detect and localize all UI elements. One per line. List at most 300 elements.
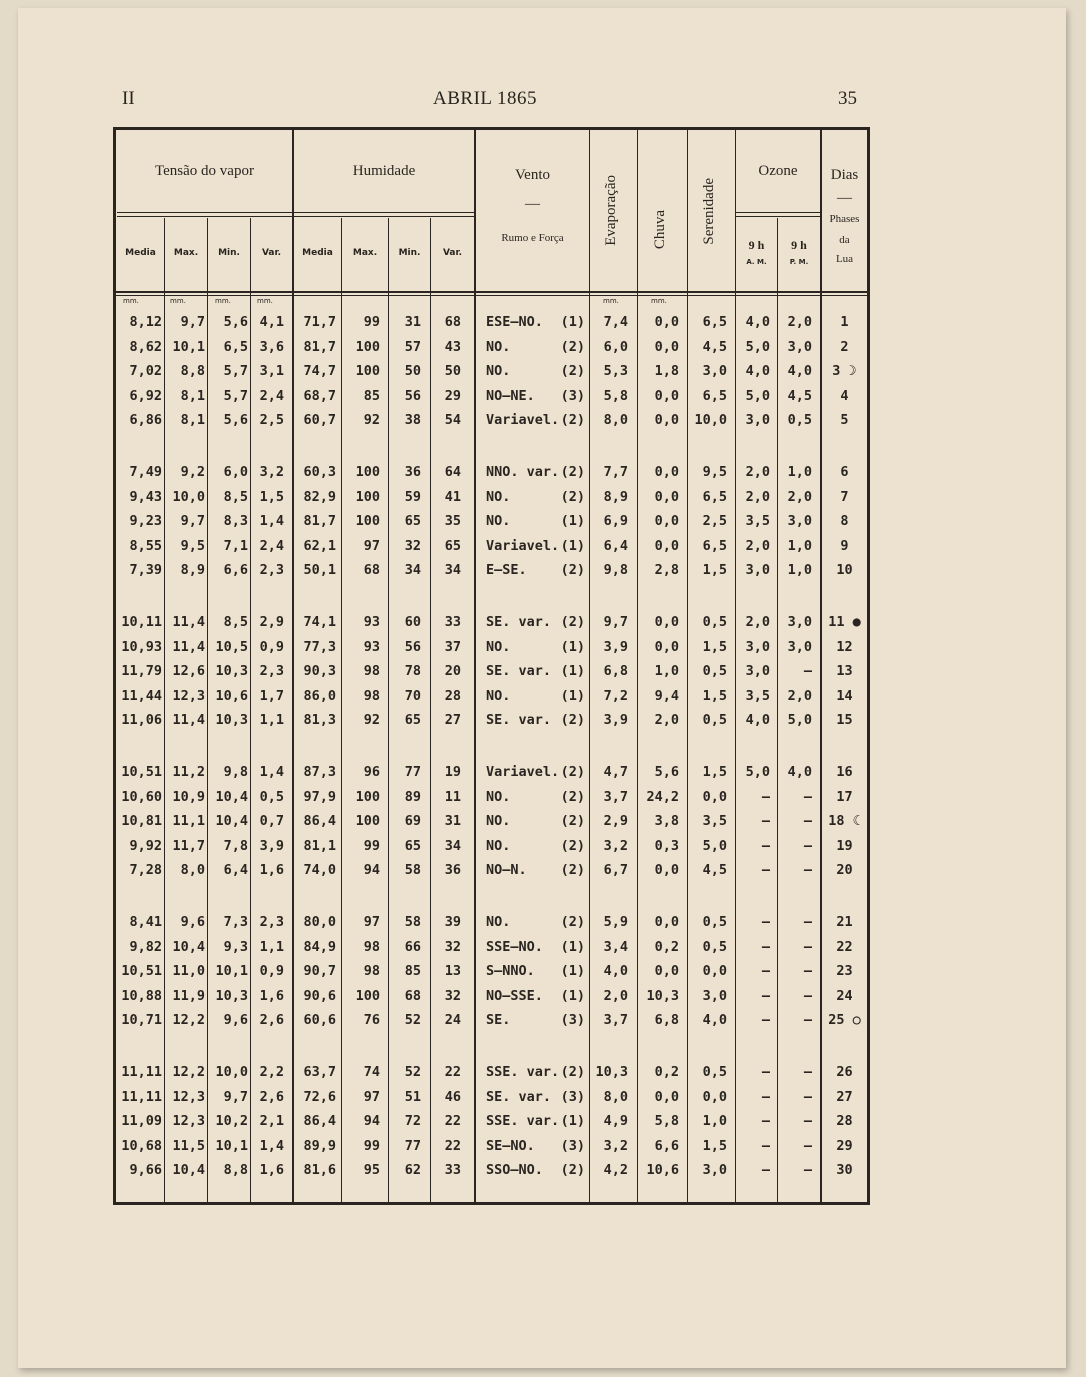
cell-vento-rumo: Variavel. bbox=[486, 537, 560, 554]
cell-vento-forca: (2) bbox=[560, 338, 585, 355]
cell-humidade-media: 84,9 bbox=[303, 938, 336, 955]
cell-humidade-max: 98 bbox=[363, 963, 380, 980]
cell-vento-rumo: NO. bbox=[486, 638, 511, 655]
cell-tensao-max: 10,1 bbox=[172, 338, 205, 355]
cell-tensao-min: 8,5 bbox=[223, 488, 248, 505]
cell-ozone-pm: — bbox=[803, 1137, 812, 1154]
cell-evaporacao: 3,9 bbox=[603, 638, 628, 655]
cell-chuva: 0,0 bbox=[654, 862, 679, 879]
cell-serenidade: 0,0 bbox=[702, 788, 727, 805]
cell-vento-forca: (1) bbox=[560, 987, 585, 1004]
cell-chuva: 0,3 bbox=[654, 837, 679, 854]
header-vento-dash: — bbox=[525, 196, 540, 212]
cell-tensao-max: 12,3 bbox=[172, 687, 205, 704]
cell-vento-forca: (1) bbox=[560, 663, 585, 680]
cell-tensao-var: 2,3 bbox=[259, 562, 284, 579]
cell-vento-forca: (1) bbox=[560, 537, 585, 554]
cell-ozone-pm: — bbox=[803, 914, 812, 930]
header-tensao: Tensão do vapor bbox=[155, 163, 254, 179]
cell-humidade-media: 74,0 bbox=[303, 862, 336, 879]
cell-tensao-max: 12,3 bbox=[172, 1113, 205, 1130]
cell-dia: 23 bbox=[836, 963, 853, 980]
cell-tensao-max: 9,5 bbox=[180, 537, 205, 554]
cell-tensao-min: 5,7 bbox=[223, 363, 248, 380]
cell-chuva: 0,0 bbox=[654, 914, 679, 930]
cell-evaporacao: 5,9 bbox=[603, 914, 628, 930]
cell-vento-rumo: NO. bbox=[486, 363, 511, 380]
cell-humidade-var: 64 bbox=[444, 464, 461, 480]
cell-vento-forca: (2) bbox=[560, 837, 585, 854]
cell-humidade-media: 60,6 bbox=[303, 1012, 336, 1029]
cell-serenidade: 6,5 bbox=[702, 537, 727, 554]
cell-humidade-media: 86,4 bbox=[303, 813, 336, 830]
cell-ozone-pm: — bbox=[803, 1064, 812, 1080]
cell-humidade-var: 31 bbox=[444, 813, 461, 830]
cell-chuva: 0,0 bbox=[654, 614, 679, 630]
cell-vento-rumo: NO. bbox=[486, 513, 511, 530]
cell-vento-forca: (2) bbox=[560, 1162, 585, 1179]
cell-tensao-max: 9,7 bbox=[180, 513, 205, 530]
unit-max: mm. bbox=[170, 297, 186, 305]
cell-tensao-var: 2,3 bbox=[259, 914, 284, 930]
cell-tensao-var: 2,3 bbox=[259, 663, 284, 680]
cell-ozone-am: — bbox=[761, 1137, 770, 1154]
cell-ozone-am: 2,0 bbox=[745, 464, 770, 480]
cell-evaporacao: 3,9 bbox=[603, 712, 628, 729]
cell-humidade-media: 89,9 bbox=[303, 1137, 336, 1154]
cell-ozone-pm: 4,5 bbox=[787, 387, 812, 404]
cell-vento-rumo: NO–N. bbox=[486, 862, 527, 879]
cell-chuva: 6,6 bbox=[654, 1137, 679, 1154]
cell-serenidade: 0,5 bbox=[702, 712, 727, 729]
cell-dia: 25 ○ bbox=[828, 1012, 861, 1029]
header-tensao-media: Media bbox=[125, 248, 156, 258]
cell-tensao-min: 6,6 bbox=[223, 562, 248, 579]
group-rule-ozone-2 bbox=[736, 216, 820, 217]
header-phases-da: da bbox=[839, 234, 850, 246]
cell-humidade-max: 100 bbox=[355, 813, 380, 830]
cell-dia: 21 bbox=[836, 914, 853, 930]
cell-humidade-max: 96 bbox=[363, 764, 380, 780]
cell-tensao-media: 9,23 bbox=[129, 513, 162, 530]
cell-serenidade: 0,5 bbox=[702, 914, 727, 930]
unit-evaporacao: mm. bbox=[603, 297, 619, 305]
cell-vento-forca: (2) bbox=[560, 562, 585, 579]
cell-evaporacao: 4,7 bbox=[603, 764, 628, 780]
cell-humidade-media: 87,3 bbox=[303, 764, 336, 780]
cell-humidade-max: 74 bbox=[363, 1064, 380, 1080]
cell-tensao-min: 5,6 bbox=[223, 314, 248, 330]
cell-humidade-min: 89 bbox=[404, 788, 421, 805]
cell-chuva: 6,8 bbox=[654, 1012, 679, 1029]
cell-humidade-min: 38 bbox=[404, 412, 421, 429]
cell-vento-forca: (1) bbox=[560, 513, 585, 530]
cell-vento-rumo: SE. var. bbox=[486, 1088, 552, 1105]
cell-tensao-media: 10,93 bbox=[121, 638, 162, 655]
cell-ozone-pm: 1,0 bbox=[787, 537, 812, 554]
cell-tensao-var: 1,6 bbox=[259, 987, 284, 1004]
cell-humidade-var: 32 bbox=[444, 938, 461, 955]
table-row bbox=[0, 460, 1086, 485]
cell-humidade-max: 98 bbox=[363, 938, 380, 955]
cell-tensao-media: 8,62 bbox=[129, 338, 162, 355]
table-row bbox=[0, 509, 1086, 534]
cell-vento-forca: (2) bbox=[560, 764, 585, 780]
cell-humidade-var: 36 bbox=[444, 862, 461, 879]
cell-serenidade: 6,5 bbox=[702, 488, 727, 505]
cell-tensao-min: 9,3 bbox=[223, 938, 248, 955]
cell-humidade-min: 72 bbox=[404, 1113, 421, 1130]
cell-dia: 2 bbox=[840, 338, 849, 355]
cell-tensao-var: 0,5 bbox=[259, 788, 284, 805]
cell-humidade-max: 100 bbox=[355, 338, 380, 355]
cell-humidade-media: 90,3 bbox=[303, 663, 336, 680]
cell-serenidade: 1,5 bbox=[702, 764, 727, 780]
cell-evaporacao: 6,8 bbox=[603, 663, 628, 680]
cell-dia: 15 bbox=[836, 712, 853, 729]
cell-tensao-max: 10,0 bbox=[172, 488, 205, 505]
cell-humidade-var: 33 bbox=[444, 1162, 461, 1179]
cell-vento-rumo: SSE. var. bbox=[486, 1064, 560, 1080]
cell-vento-forca: (2) bbox=[560, 788, 585, 805]
cell-ozone-am: 4,0 bbox=[745, 363, 770, 380]
cell-ozone-pm: 3,0 bbox=[787, 513, 812, 530]
cell-serenidade: 1,5 bbox=[702, 1137, 727, 1154]
cell-tensao-var: 1,1 bbox=[259, 938, 284, 955]
cell-humidade-media: 72,6 bbox=[303, 1088, 336, 1105]
cell-tensao-media: 9,43 bbox=[129, 488, 162, 505]
cell-ozone-pm: — bbox=[803, 987, 812, 1004]
cell-evaporacao: 4,2 bbox=[603, 1162, 628, 1179]
cell-dia: 10 bbox=[836, 562, 853, 579]
cell-ozone-pm: 2,0 bbox=[787, 488, 812, 505]
cell-dia: 19 bbox=[836, 837, 853, 854]
cell-ozone-am: 3,0 bbox=[745, 663, 770, 680]
cell-chuva: 5,8 bbox=[654, 1113, 679, 1130]
cell-evaporacao: 4,9 bbox=[603, 1113, 628, 1130]
cell-dia: 16 bbox=[836, 764, 853, 780]
cell-chuva: 0,0 bbox=[654, 488, 679, 505]
cell-humidade-min: 59 bbox=[404, 488, 421, 505]
cell-humidade-max: 100 bbox=[355, 488, 380, 505]
cell-dia: 7 bbox=[840, 488, 849, 505]
cell-tensao-max: 12,3 bbox=[172, 1088, 205, 1105]
cell-humidade-min: 31 bbox=[404, 314, 421, 330]
table-row bbox=[0, 809, 1086, 834]
cell-ozone-pm: 5,0 bbox=[787, 712, 812, 729]
header-ozone-pm: P. M. bbox=[789, 258, 809, 266]
cell-vento-forca: (2) bbox=[560, 488, 585, 505]
cell-ozone-am: — bbox=[761, 862, 770, 879]
cell-humidade-min: 65 bbox=[404, 513, 421, 530]
cell-tensao-var: 2,2 bbox=[259, 1064, 284, 1080]
cell-dia: 4 bbox=[840, 387, 849, 404]
table-row bbox=[0, 935, 1086, 960]
cell-ozone-pm: — bbox=[803, 1162, 812, 1179]
cell-evaporacao: 7,7 bbox=[603, 464, 628, 480]
cell-vento-forca: (1) bbox=[560, 638, 585, 655]
cell-humidade-media: 81,6 bbox=[303, 1162, 336, 1179]
cell-humidade-media: 90,7 bbox=[303, 963, 336, 980]
cell-dia: 27 bbox=[836, 1088, 853, 1105]
cell-tensao-var: 1,1 bbox=[259, 712, 284, 729]
cell-vento-rumo: Variavel. bbox=[486, 412, 560, 429]
cell-tensao-min: 8,8 bbox=[223, 1162, 248, 1179]
cell-tensao-media: 8,55 bbox=[129, 537, 162, 554]
cell-tensao-media: 10,11 bbox=[121, 614, 162, 630]
cell-tensao-max: 8,8 bbox=[180, 363, 205, 380]
cell-tensao-max: 8,1 bbox=[180, 412, 205, 429]
cell-dia: 12 bbox=[836, 638, 853, 655]
cell-tensao-max: 9,7 bbox=[180, 314, 205, 330]
cell-ozone-pm: 3,0 bbox=[787, 338, 812, 355]
cell-dia: 26 bbox=[836, 1064, 853, 1080]
cell-vento-rumo: SSE–NO. bbox=[486, 938, 543, 955]
cell-humidade-min: 36 bbox=[404, 464, 421, 480]
cell-vento-rumo: NO. bbox=[486, 788, 511, 805]
cell-vento-rumo: ESE–NO. bbox=[486, 314, 543, 330]
cell-vento-rumo: NO. bbox=[486, 687, 511, 704]
group-rule-tensao bbox=[117, 212, 292, 213]
table-row bbox=[0, 1109, 1086, 1134]
cell-ozone-pm: 1,0 bbox=[787, 464, 812, 480]
cell-humidade-min: 62 bbox=[404, 1162, 421, 1179]
cell-ozone-am: — bbox=[761, 788, 770, 805]
cell-ozone-am: — bbox=[761, 837, 770, 854]
cell-ozone-am: 4,0 bbox=[745, 314, 770, 330]
cell-vento-forca: (1) bbox=[560, 687, 585, 704]
cell-tensao-min: 6,4 bbox=[223, 862, 248, 879]
cell-humidade-var: 34 bbox=[444, 562, 461, 579]
cell-chuva: 0,0 bbox=[654, 513, 679, 530]
table-row bbox=[0, 959, 1086, 984]
cell-ozone-am: — bbox=[761, 987, 770, 1004]
cell-tensao-var: 1,5 bbox=[259, 488, 284, 505]
cell-humidade-media: 86,0 bbox=[303, 687, 336, 704]
table-row bbox=[0, 910, 1086, 935]
cell-tensao-media: 7,39 bbox=[129, 562, 162, 579]
cell-vento-forca: (1) bbox=[560, 938, 585, 955]
table-row bbox=[0, 858, 1086, 883]
group-rule-humidade bbox=[294, 212, 474, 213]
cell-vento-rumo: NO. bbox=[486, 488, 511, 505]
cell-evaporacao: 5,3 bbox=[603, 363, 628, 380]
table-row bbox=[0, 834, 1086, 859]
header-tensao-max: Max. bbox=[173, 248, 199, 258]
cell-tensao-var: 2,4 bbox=[259, 387, 284, 404]
cell-ozone-am: 2,0 bbox=[745, 537, 770, 554]
cell-evaporacao: 2,9 bbox=[603, 813, 628, 830]
cell-humidade-var: 29 bbox=[444, 387, 461, 404]
cell-tensao-max: 11,2 bbox=[172, 764, 205, 780]
cell-chuva: 24,2 bbox=[646, 788, 679, 805]
cell-tensao-media: 7,49 bbox=[129, 464, 162, 480]
cell-dia: 5 bbox=[840, 412, 849, 429]
cell-tensao-var: 1,4 bbox=[259, 764, 284, 780]
cell-ozone-pm: — bbox=[803, 837, 812, 854]
header-bottom-rule-2 bbox=[116, 295, 867, 296]
cell-dia: 1 bbox=[840, 314, 849, 330]
group-rule-tensao-2 bbox=[117, 216, 292, 217]
cell-evaporacao: 3,7 bbox=[603, 788, 628, 805]
cell-humidade-min: 56 bbox=[404, 638, 421, 655]
cell-tensao-media: 11,11 bbox=[121, 1088, 162, 1105]
cell-ozone-am: — bbox=[761, 1064, 770, 1080]
cell-humidade-var: 37 bbox=[444, 638, 461, 655]
cell-tensao-media: 10,88 bbox=[121, 987, 162, 1004]
cell-vento-rumo: SE. var. bbox=[486, 712, 552, 729]
cell-tensao-var: 3,9 bbox=[259, 837, 284, 854]
cell-humidade-media: 81,1 bbox=[303, 837, 336, 854]
table-row bbox=[0, 785, 1086, 810]
cell-ozone-am: 5,0 bbox=[745, 338, 770, 355]
cell-evaporacao: 3,2 bbox=[603, 837, 628, 854]
cell-serenidade: 1,0 bbox=[702, 1113, 727, 1130]
cell-ozone-pm: 4,0 bbox=[787, 764, 812, 780]
cell-humidade-var: 20 bbox=[444, 663, 461, 680]
cell-humidade-max: 93 bbox=[363, 614, 380, 630]
cell-tensao-max: 11,5 bbox=[172, 1137, 205, 1154]
table-row bbox=[0, 1060, 1086, 1085]
cell-ozone-am: 2,0 bbox=[745, 488, 770, 505]
cell-humidade-var: 33 bbox=[444, 614, 461, 630]
cell-tensao-media: 8,41 bbox=[129, 914, 162, 930]
cell-chuva: 0,0 bbox=[654, 638, 679, 655]
cell-ozone-pm: 4,0 bbox=[787, 363, 812, 380]
cell-dia: 14 bbox=[836, 687, 853, 704]
cell-chuva: 0,2 bbox=[654, 938, 679, 955]
cell-tensao-var: 1,6 bbox=[259, 1162, 284, 1179]
cell-dia: 28 bbox=[836, 1113, 853, 1130]
cell-tensao-max: 12,6 bbox=[172, 663, 205, 680]
cell-tensao-max: 9,6 bbox=[180, 914, 205, 930]
cell-tensao-media: 10,51 bbox=[121, 963, 162, 980]
cell-chuva: 10,3 bbox=[646, 987, 679, 1004]
cell-tensao-max: 11,4 bbox=[172, 712, 205, 729]
cell-humidade-var: 22 bbox=[444, 1113, 461, 1130]
cell-ozone-pm: 3,0 bbox=[787, 614, 812, 630]
cell-tensao-max: 10,4 bbox=[172, 1162, 205, 1179]
table-row bbox=[0, 534, 1086, 559]
cell-vento-forca: (2) bbox=[560, 363, 585, 380]
cell-humidade-min: 77 bbox=[404, 1137, 421, 1154]
table-row bbox=[0, 1158, 1086, 1183]
cell-humidade-max: 99 bbox=[363, 1137, 380, 1154]
cell-vento-rumo: NO. bbox=[486, 813, 511, 830]
cell-humidade-var: 32 bbox=[444, 987, 461, 1004]
cell-vento-forca: (1) bbox=[560, 963, 585, 980]
cell-humidade-max: 95 bbox=[363, 1162, 380, 1179]
cell-tensao-max: 8,0 bbox=[180, 862, 205, 879]
cell-tensao-var: 1,4 bbox=[259, 513, 284, 530]
cell-humidade-var: 68 bbox=[444, 314, 461, 330]
cell-chuva: 10,6 bbox=[646, 1162, 679, 1179]
cell-ozone-am: 5,0 bbox=[745, 764, 770, 780]
cell-serenidade: 0,5 bbox=[702, 663, 727, 680]
cell-vento-forca: (1) bbox=[560, 314, 585, 330]
cell-vento-rumo: NO. bbox=[486, 914, 511, 930]
cell-humidade-min: 69 bbox=[404, 813, 421, 830]
cell-vento-forca: (1) bbox=[560, 1113, 585, 1130]
cell-tensao-var: 3,1 bbox=[259, 363, 284, 380]
cell-vento-forca: (2) bbox=[560, 614, 585, 630]
cell-serenidade: 2,5 bbox=[702, 513, 727, 530]
cell-humidade-min: 85 bbox=[404, 963, 421, 980]
cell-tensao-min: 10,4 bbox=[215, 813, 248, 830]
cell-ozone-pm: 3,0 bbox=[787, 638, 812, 655]
cell-ozone-pm: — bbox=[803, 862, 812, 879]
cell-vento-forca: (2) bbox=[560, 914, 585, 930]
cell-serenidade: 5,0 bbox=[702, 837, 727, 854]
cell-humidade-min: 50 bbox=[404, 363, 421, 380]
cell-serenidade: 1,5 bbox=[702, 638, 727, 655]
cell-humidade-media: 74,1 bbox=[303, 614, 336, 630]
table-row bbox=[0, 635, 1086, 660]
cell-vento-rumo: E–SE. bbox=[486, 562, 527, 579]
cell-chuva: 1,8 bbox=[654, 363, 679, 380]
cell-tensao-max: 11,0 bbox=[172, 963, 205, 980]
cell-chuva: 2,8 bbox=[654, 562, 679, 579]
cell-tensao-media: 6,86 bbox=[129, 412, 162, 429]
cell-vento-forca: (2) bbox=[560, 1064, 585, 1080]
group-rule-ozone bbox=[736, 212, 820, 213]
cell-tensao-min: 9,6 bbox=[223, 1012, 248, 1029]
cell-humidade-var: 46 bbox=[444, 1088, 461, 1105]
cell-humidade-max: 100 bbox=[355, 513, 380, 530]
cell-tensao-max: 11,4 bbox=[172, 614, 205, 630]
cell-tensao-max: 11,7 bbox=[172, 837, 205, 854]
cell-ozone-am: 3,0 bbox=[745, 412, 770, 429]
cell-chuva: 1,0 bbox=[654, 663, 679, 680]
cell-tensao-media: 7,28 bbox=[129, 862, 162, 879]
cell-tensao-var: 3,2 bbox=[259, 464, 284, 480]
cell-serenidade: 0,0 bbox=[702, 1088, 727, 1105]
header-phases-lua: Lua bbox=[835, 253, 854, 265]
cell-tensao-media: 6,92 bbox=[129, 387, 162, 404]
cell-evaporacao: 9,7 bbox=[603, 614, 628, 630]
cell-serenidade: 0,5 bbox=[702, 1064, 727, 1080]
cell-vento-rumo: Variavel. bbox=[486, 764, 560, 780]
cell-humidade-max: 93 bbox=[363, 638, 380, 655]
cell-vento-forca: (3) bbox=[560, 387, 585, 404]
cell-vento-forca: (3) bbox=[560, 1137, 585, 1154]
cell-tensao-var: 1,4 bbox=[259, 1137, 284, 1154]
cell-vento-forca: (2) bbox=[560, 712, 585, 729]
cell-humidade-min: 66 bbox=[404, 938, 421, 955]
cell-vento-rumo: SE. var. bbox=[486, 663, 552, 680]
cell-chuva: 9,4 bbox=[654, 687, 679, 704]
cell-humidade-max: 76 bbox=[363, 1012, 380, 1029]
cell-vento-forca: (2) bbox=[560, 464, 585, 480]
cell-dia: 20 bbox=[836, 862, 853, 879]
cell-tensao-min: 10,2 bbox=[215, 1113, 248, 1130]
cell-vento-rumo: SE–NO. bbox=[486, 1137, 535, 1154]
cell-ozone-am: 2,0 bbox=[745, 614, 770, 630]
cell-dia: 13 bbox=[836, 663, 853, 680]
cell-evaporacao: 8,0 bbox=[603, 412, 628, 429]
cell-humidade-media: 63,7 bbox=[303, 1064, 336, 1080]
cell-humidade-media: 62,1 bbox=[303, 537, 336, 554]
cell-humidade-var: 27 bbox=[444, 712, 461, 729]
cell-humidade-var: 19 bbox=[444, 764, 461, 780]
cell-humidade-min: 70 bbox=[404, 687, 421, 704]
cell-humidade-media: 82,9 bbox=[303, 488, 336, 505]
cell-vento-forca: (2) bbox=[560, 412, 585, 429]
cell-tensao-min: 10,1 bbox=[215, 1137, 248, 1154]
header-serenidade: Serenidade bbox=[701, 178, 717, 245]
cell-humidade-max: 98 bbox=[363, 663, 380, 680]
cell-humidade-max: 68 bbox=[363, 562, 380, 579]
